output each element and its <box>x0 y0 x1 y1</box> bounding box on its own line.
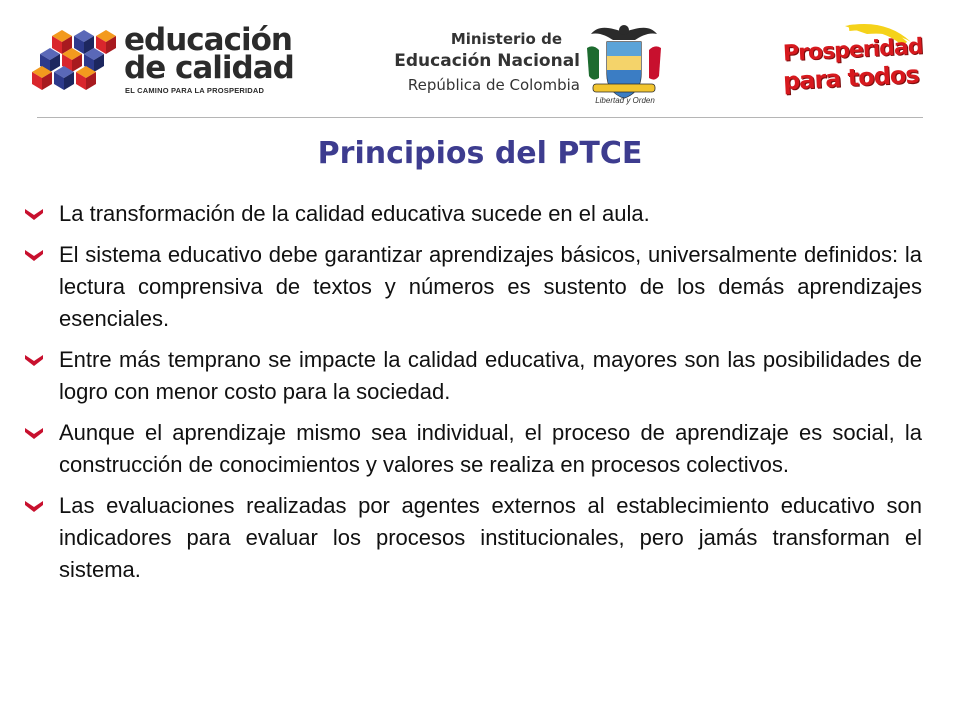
prosperity-line2: para todos <box>782 60 920 96</box>
red-chevron-icon <box>24 499 44 513</box>
header <box>0 0 960 118</box>
edu-logo-tagline: EL CAMINO PARA LA PROSPERIDAD <box>125 86 265 95</box>
bullet-text: Aunque el aprendizaje mismo sea individual, el proceso de aprendizaje es social, la construcción de conocimientos y valores se realiza en procesos colectivos. <box>59 420 922 477</box>
ministerio-logo <box>390 28 580 98</box>
bullet-item <box>22 198 922 230</box>
ministry-line2: Educación Nacional <box>394 51 580 71</box>
red-chevron-icon <box>24 426 44 440</box>
header-divider <box>37 117 923 118</box>
ministry-line3: República de Colombia <box>407 76 580 94</box>
edu-logo-line1: educación <box>124 22 292 58</box>
stacked-cubes-icon <box>32 28 122 92</box>
bullet-text: La transformación de la calidad educativa sucede en el aula. <box>59 201 650 226</box>
bullet-item <box>22 490 922 586</box>
bullet-text: El sistema educativo debe garantizar aprendizajes básicos, universalmente definidos: la lectura comprensiva de textos y números es sustento de los demás aprendizajes esenciales. <box>59 242 922 331</box>
bullet-item <box>22 417 922 481</box>
bullet-item <box>22 239 922 335</box>
bullet-text: Entre más temprano se impacte la calidad educativa, mayores son las posibilidades de logro con menor costo para la sociedad. <box>59 347 922 404</box>
ministry-line1: Ministerio de <box>450 30 562 48</box>
red-chevron-icon <box>24 207 44 221</box>
red-chevron-icon <box>24 248 44 262</box>
edu-logo-line2: de calidad <box>124 50 294 86</box>
bullet-text: Las evaluaciones realizadas por agentes externos al establecimiento educativo son indicadores para evaluar los procesos institucionales, pero jamás transforman el sistema. <box>59 493 922 582</box>
bullet-list <box>22 198 922 595</box>
slide-title: Principios del PTCE <box>317 136 643 171</box>
coat-motto: Libertad y Orden <box>595 96 655 105</box>
prosperidad-logo <box>775 22 924 102</box>
red-chevron-icon <box>24 353 44 367</box>
prosperity-line1: Prosperidad <box>782 34 924 67</box>
bullet-item <box>22 344 922 408</box>
educacion-de-calidad-logo <box>32 24 292 94</box>
